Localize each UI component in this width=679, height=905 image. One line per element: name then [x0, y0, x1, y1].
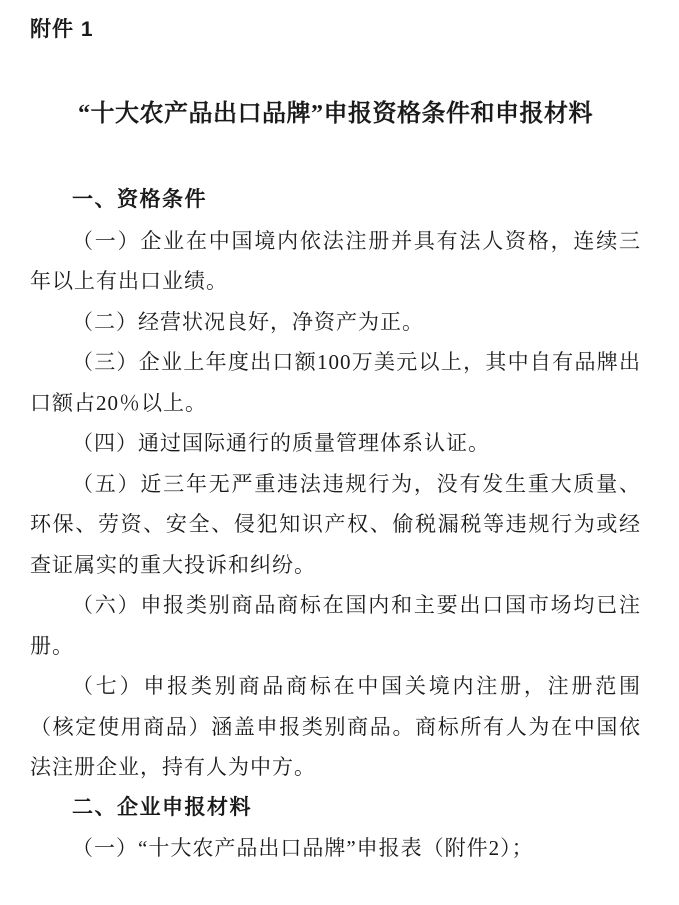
qualification-item-3: （三）企业上年度出口额100万美元以上，其中自有品牌出口额占20％以上。: [30, 350, 641, 415]
qualification-item-4: （四）通过国际通行的质量管理体系认证。: [72, 431, 490, 455]
material-item-1: （一）“十大农产品出口品牌”申报表（附件2）；: [72, 836, 534, 860]
qualification-item-1: （一）企业在中国境内依法注册并具有法人资格，连续三年以上有出口业绩。: [30, 228, 641, 293]
qualification-item-2: （二）经营状况良好，净资产为正。: [72, 309, 424, 334]
section-qualifications: [30, 180, 641, 788]
section-heading-materials: 二、企业申报材料: [72, 795, 252, 819]
section-application-materials: [30, 788, 641, 869]
document-title: “十大农产品出口品牌”申报资格条件和申报材料: [78, 101, 593, 127]
qualification-item-6: （六）申报类别商品商标在国内和主要出口国市场均已注册。: [30, 593, 641, 658]
qualification-item-5: （五）近三年无严重违法违规行为，没有发生重大质量、环保、劳资、安全、侵犯知识产权、偷税漏税等违规行为或经查证属实的重大投诉和纠纷。: [30, 471, 641, 577]
section-heading-qualifications: 一、资格条件: [72, 188, 207, 211]
attachment-label: 附件 1: [30, 18, 94, 41]
document-body: [30, 180, 641, 869]
qualification-item-7: （七）申报类别商品商标在中国关境内注册，注册范围（核定使用商品）涵盖申报类别商品。商标所有人为在中国依法注册企业，持有人为中方。: [30, 674, 641, 779]
